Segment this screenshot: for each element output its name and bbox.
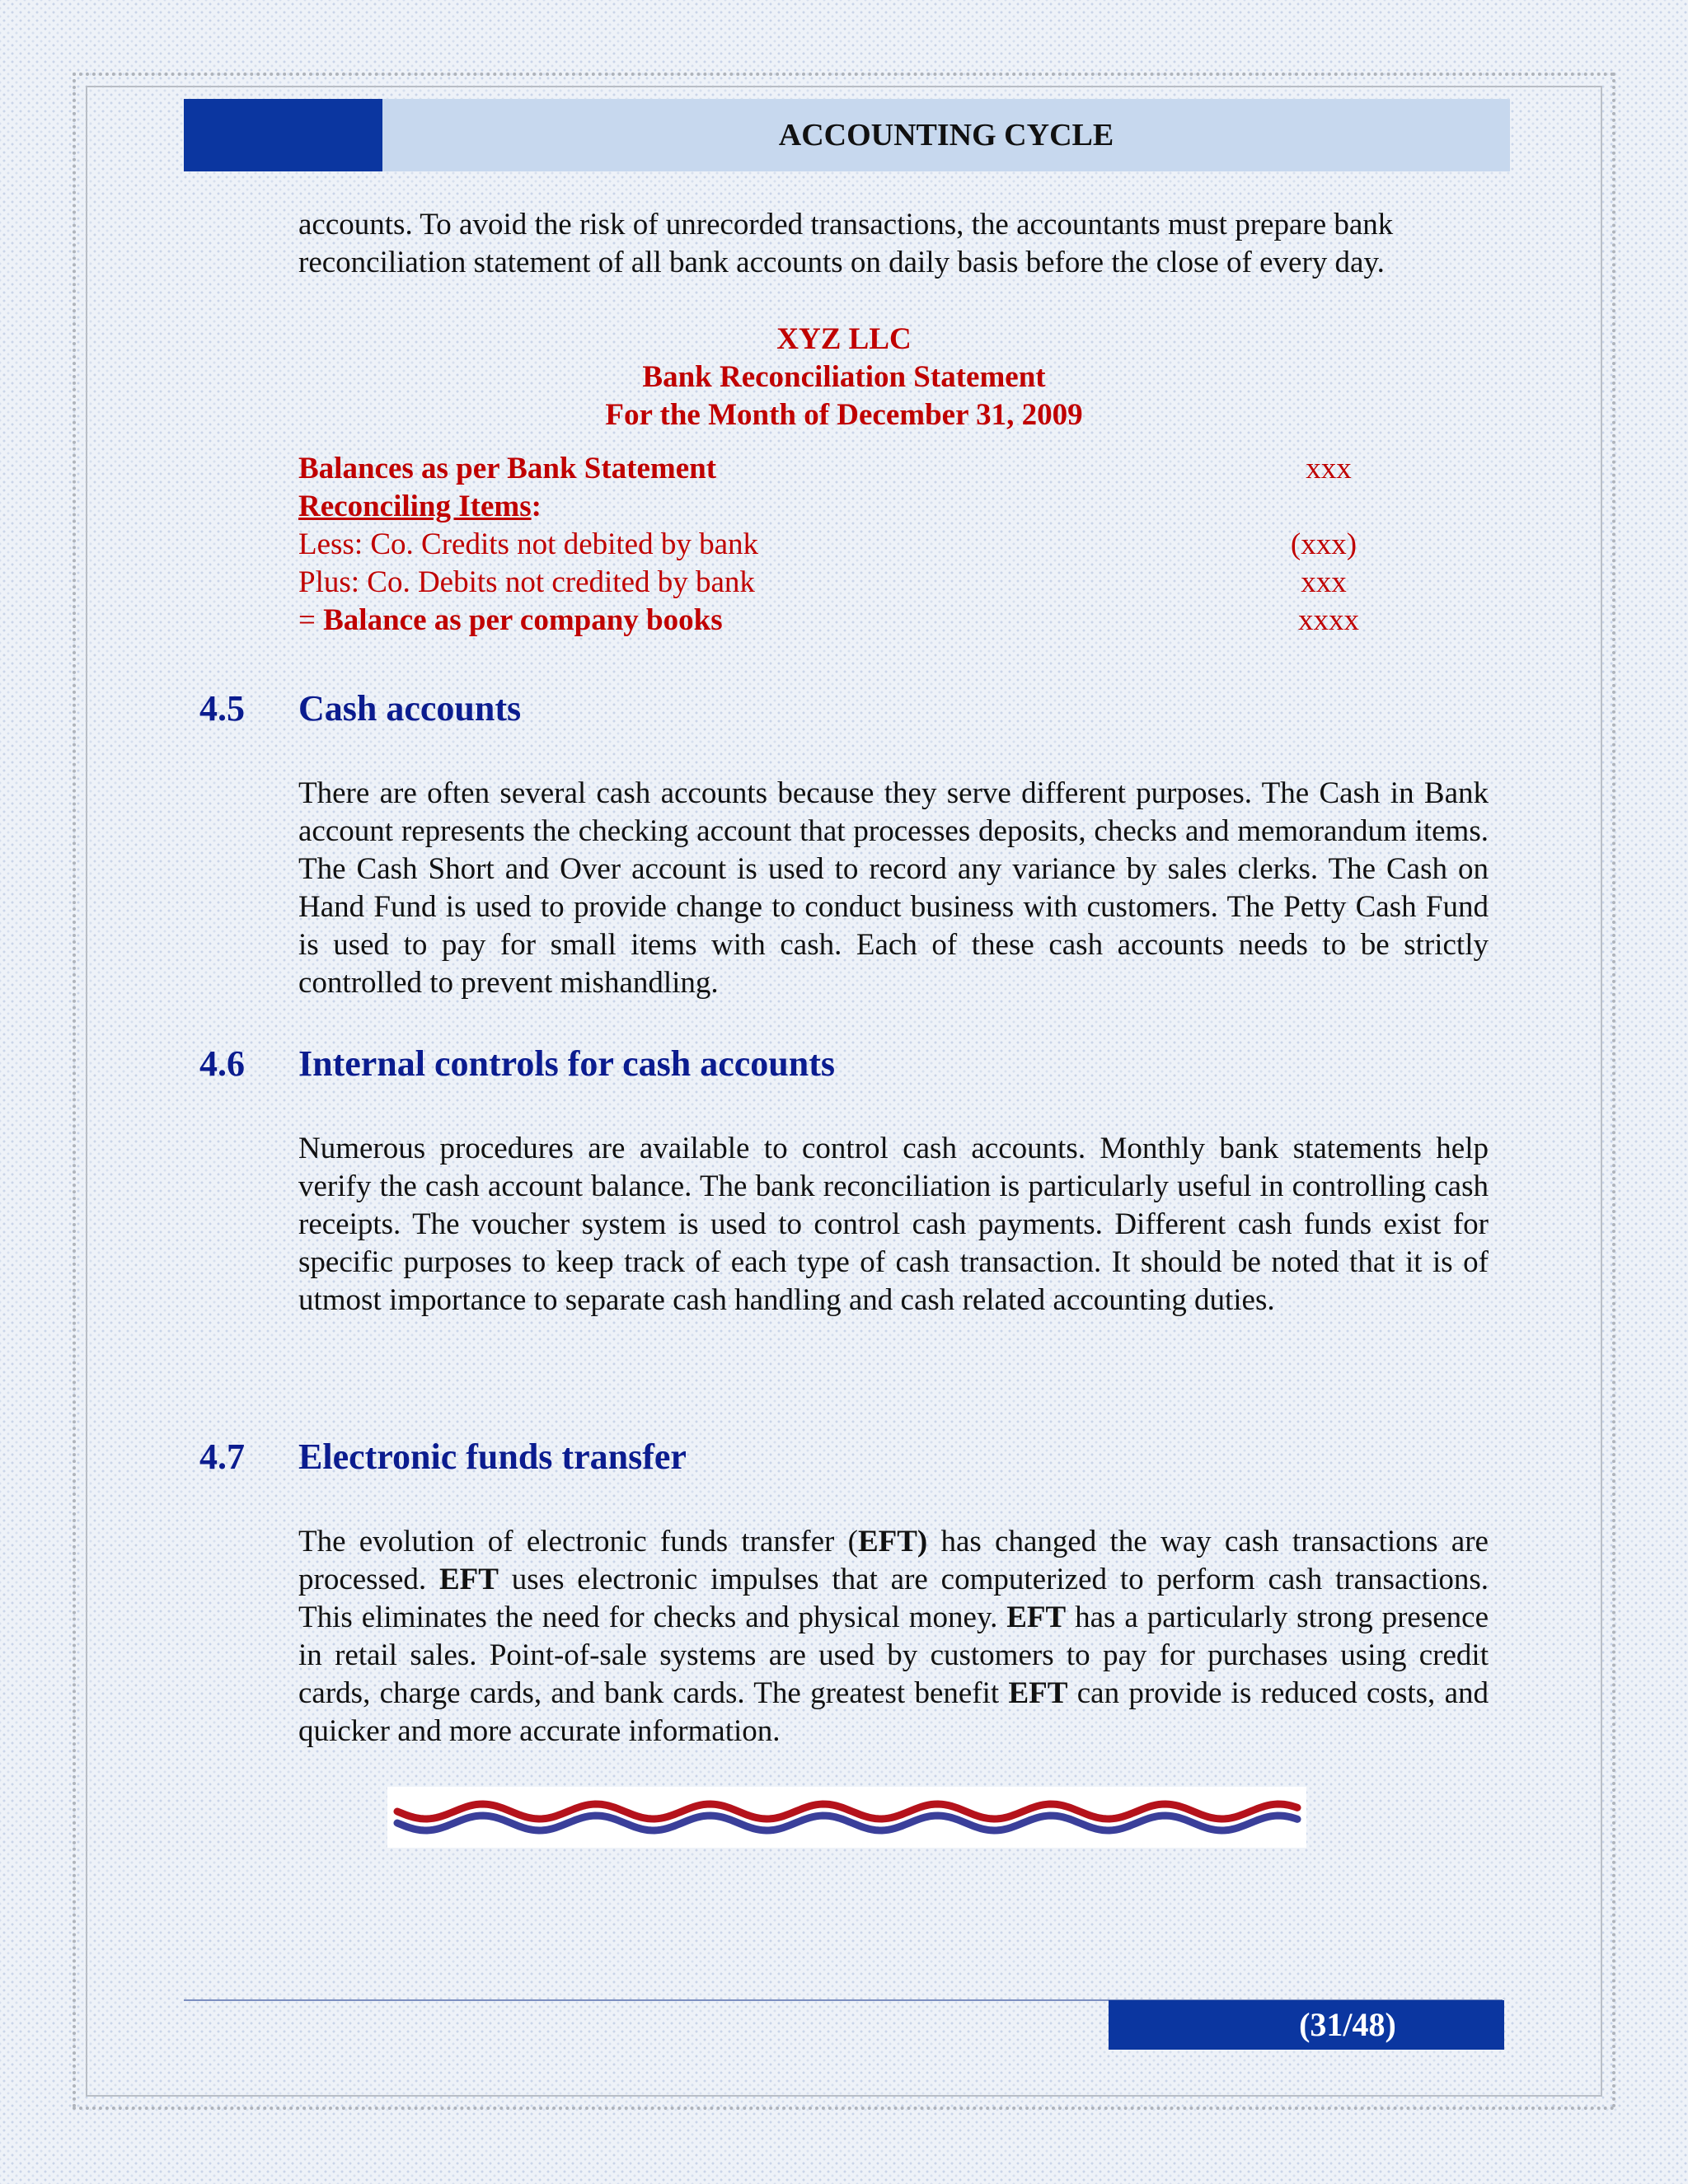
statement-row-value: xxx: [1301, 565, 1347, 599]
statement-row-label: Balance as per company books: [323, 603, 723, 637]
intro-line-2: reconciliation statement of all bank accounts on daily basis before the close of every day.: [298, 246, 1385, 279]
statement-company: XYZ LLC: [776, 322, 912, 356]
statement-row-value: xxx: [1306, 452, 1352, 485]
eft-term: EFT: [1008, 1676, 1068, 1710]
statement-row-value: (xxx): [1290, 527, 1357, 561]
statement-row-label: Reconciling Items: [298, 490, 532, 523]
wave-divider: [387, 1787, 1306, 1848]
section-body-eft: [298, 1523, 1489, 1750]
section-title-cash-accounts: Cash accounts: [298, 688, 522, 729]
page-number: (31/48): [1109, 2000, 1504, 2050]
section-body-internal-controls: Numerous procedures are available to control cash accounts. Monthly bank statements help verify the cash account balance. The bank reconciliation is particularly useful in controlling cash receipts. The voucher system is used to control cash payments. Different cash funds exist for specific purposes to keep track of each type of cash transaction. It should be noted that it is of utmost importance to separate cash handling and cash related accounting duties.: [298, 1132, 1489, 1317]
eft-text: uses electronic impulses that are computerized to perform cash transactions. This eliminates the need for checks and physical money.: [298, 1563, 1489, 1634]
eft-text: The evolution of electronic funds transfer (: [298, 1525, 858, 1558]
section-number: 4.6: [199, 1043, 245, 1084]
eft-term: EFT): [857, 1525, 928, 1558]
section-number: 4.7: [199, 1436, 245, 1477]
intro-paragraph: [298, 206, 1489, 282]
statement-row-book-balance: [298, 602, 1386, 640]
section-number: 4.5: [199, 688, 245, 729]
statement-period: For the Month of December 31, 2009: [605, 398, 1083, 432]
eft-text: has changed the way cash transactions are processed.: [298, 1525, 1489, 1596]
statement-row-label: Less: Co. Credits not debited by bank: [298, 527, 759, 561]
statement-title: Bank Reconciliation Statement: [642, 360, 1046, 394]
section-body-cash-accounts: There are often several cash accounts because they serve different purposes. The Cash in Bank account represents the checking account that processes deposits, checks and memorandum items. The Cash Short and Over account is used to record any variance by sales clerks. The Cash on Hand Fund is used to provide change to conduct business with customers. The Petty Cash Fund is used to pay for small items with cash. Each of these cash accounts needs to be strictly controlled to prevent mishandling.: [298, 776, 1489, 1000]
statement-row-label: Plus: Co. Debits not credited by bank: [298, 565, 755, 599]
statement-row-prefix: =: [298, 603, 324, 637]
eft-term: EFT: [438, 1563, 499, 1596]
section-title-eft: Electronic funds transfer: [298, 1436, 687, 1477]
statement-row-bank-balance: [298, 450, 1386, 488]
statement-row-colon: :: [531, 490, 542, 523]
statement-row-value: xxxx: [1298, 603, 1359, 637]
statement-row-less-credits: [298, 526, 1386, 564]
statement-row-reconciling-items: [298, 488, 1386, 526]
eft-text: can provide is reduced costs, and quicker and more accurate information.: [298, 1676, 1489, 1748]
wave-divider-graphic: [387, 1787, 1306, 1848]
eft-text: has a particularly strong presence in retail sales. Point-of-sale systems are used by customers to pay for purchases using credit cards, charge cards, and bank cards. The greatest benefit: [298, 1601, 1489, 1710]
header-accent-block: [184, 99, 382, 171]
statement-row-plus-debits: [298, 564, 1386, 602]
eft-term: EFT: [1006, 1601, 1067, 1634]
section-title-internal-controls: Internal controls for cash accounts: [298, 1043, 836, 1084]
intro-line-1: accounts. To avoid the risk of unrecorded transactions, the accountants must prepare bank: [298, 208, 1394, 241]
header-title: ACCOUNTING CYCLE: [778, 118, 1114, 152]
statement-row-label: Balances as per Bank Statement: [298, 452, 717, 485]
